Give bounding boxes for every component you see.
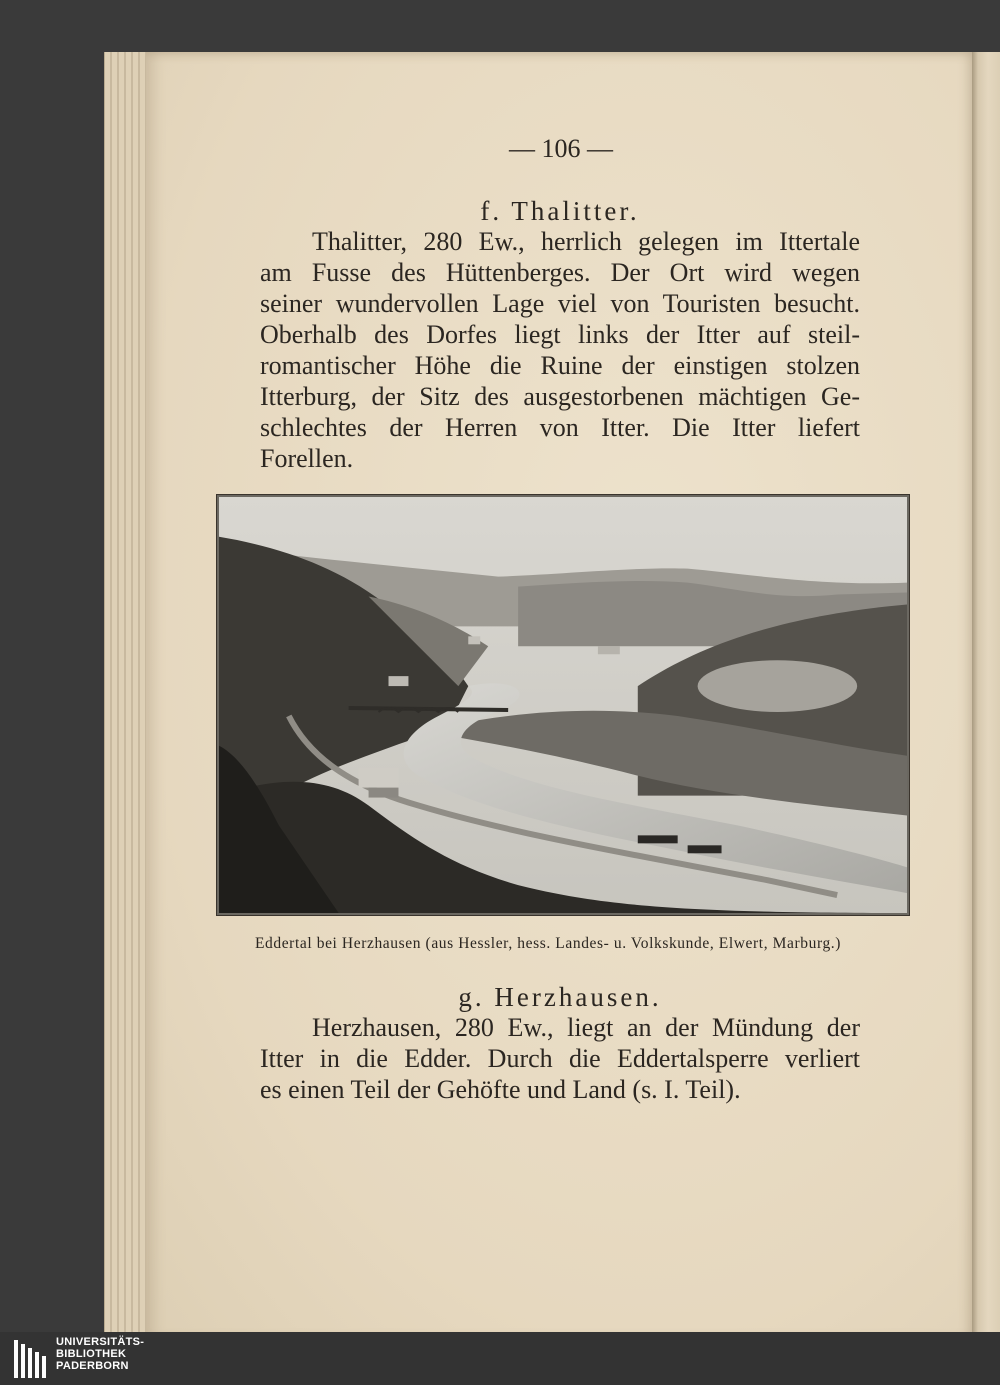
text-line: am Fusse des Hüttenberges. Der Ort wird wegen [260, 258, 860, 287]
text-line: seiner wundervollen Lage viel von Touristen besucht. [260, 289, 860, 318]
text-line: Itterburg, der Sitz des ausgestorbenen mächtigen Ge- [260, 382, 860, 411]
logo-line: UNIVERSITÄTS- [56, 1336, 145, 1348]
section-heading-herzhausen: g. Herzhausen. [458, 982, 662, 1012]
text-line: Herzhausen, 280 Ew., liegt an der Mündung der [312, 1013, 860, 1042]
landscape-photo [216, 494, 910, 916]
book-gutter [972, 52, 1000, 1340]
library-logo-icon [12, 1338, 52, 1380]
text-line: Thalitter, 280 Ew., herrlich gelegen im Ittertale [312, 227, 860, 256]
library-footer-bar [0, 1332, 1000, 1385]
section-heading-thalitter: f. Thalitter. [480, 196, 640, 226]
valley-photo-illustration [219, 497, 907, 913]
text-line: Oberhalb des Dorfes liegt links der Itter auf steil- [260, 320, 860, 349]
text-line: Forellen. [260, 444, 354, 473]
library-logo-text [56, 1336, 144, 1372]
page-stack-edge [104, 52, 149, 1340]
page-number: — 106 — [509, 134, 613, 163]
text-line: romantischer Höhe die Ruine der einstigen stolzen [260, 351, 860, 380]
text-line: Itter in die Edder. Durch die Eddertalsperre verliert [260, 1044, 860, 1073]
paragraph-thalitter [260, 226, 860, 474]
text-line: schlechtes der Herren von Itter. Die Itter liefert [260, 413, 860, 442]
logo-line: BIBLIOTHEK [56, 1348, 127, 1360]
figure-caption: Eddertal bei Herzhausen (aus Hessler, hess. Landes- u. Volkskunde, Elwert, Marburg.) [254, 935, 842, 952]
logo-line: PADERBORN [56, 1360, 129, 1372]
text-line: es einen Teil der Gehöfte und Land (s. I. Teil). [260, 1075, 741, 1104]
paragraph-herzhausen [260, 1012, 860, 1105]
